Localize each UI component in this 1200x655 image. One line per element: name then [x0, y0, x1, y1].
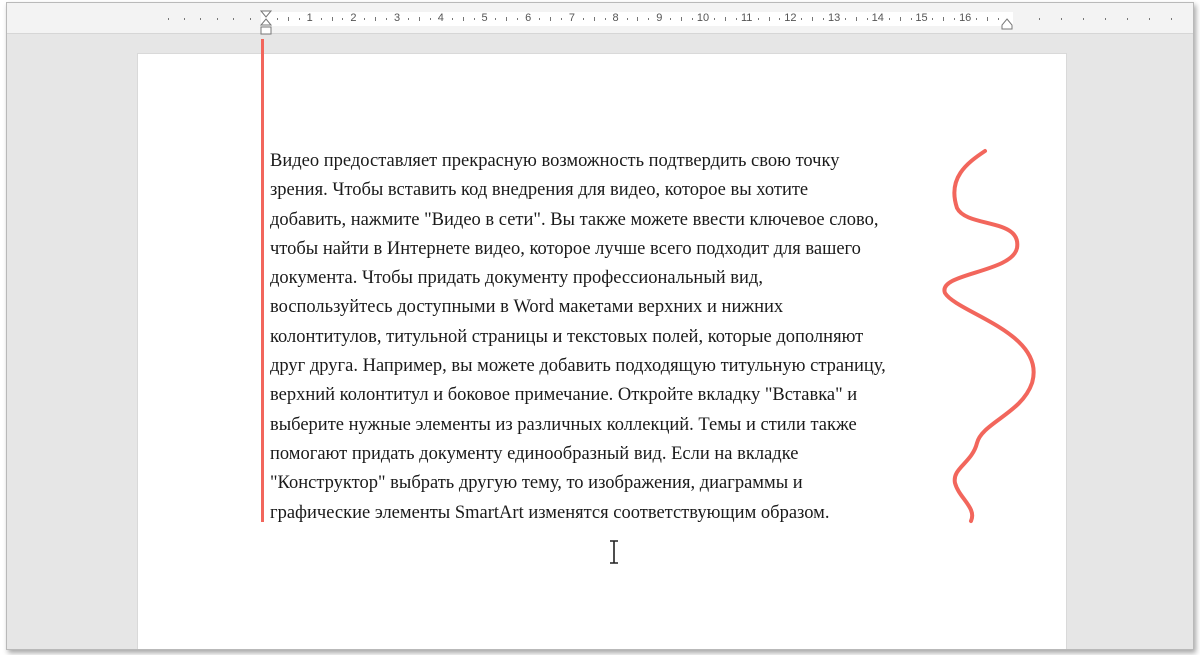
- ruler-dot: [474, 18, 475, 20]
- ruler-dot: [184, 18, 185, 20]
- text-line: верхний колонтитул и боковое примечание. Откройте вкладку "Вставка" и: [270, 385, 858, 406]
- ruler-dot: [627, 18, 628, 20]
- ruler-tick: [637, 17, 638, 21]
- ruler-tick: [288, 17, 289, 21]
- left-edge-highlight-line: [261, 39, 264, 522]
- text-line: документа. Чтобы придать документу профессиональный вид,: [270, 268, 763, 289]
- text-line: чтобы найти в Интернете видео, которое лучше всего подходит для вашего: [270, 238, 861, 259]
- ruler-number: 12: [784, 12, 797, 24]
- text-line: графические элементы SmartArt изменятся соответствующим образом.: [270, 502, 830, 523]
- ruler-dot: [1127, 18, 1128, 20]
- ruler-dot: [714, 18, 715, 20]
- ruler-dot: [452, 18, 453, 20]
- ruler-dot: [386, 18, 387, 20]
- ruler-number: 3: [394, 12, 401, 24]
- ruler-dot: [277, 18, 278, 20]
- ruler-dot: [889, 18, 890, 20]
- ruler-number: 10: [696, 12, 710, 24]
- text-line: добавить, нажмите "Видео в сети". Вы также можете ввести ключевое слово,: [270, 209, 879, 230]
- ruler-tick: [769, 17, 770, 21]
- ruler-dot: [1061, 18, 1062, 20]
- ruler-tick: [506, 17, 507, 21]
- left-indent-marker[interactable]: [259, 9, 273, 37]
- ruler-dot: [670, 18, 671, 20]
- ibeam-cursor-icon: [607, 539, 621, 565]
- document-body-text[interactable]: [270, 147, 1030, 528]
- ruler-number: 1: [306, 12, 313, 24]
- ruler-dot: [954, 18, 955, 20]
- ruler-tick: [812, 17, 813, 21]
- ruler-tick: [900, 17, 901, 21]
- ruler-number: 9: [656, 12, 663, 24]
- ruler-tick: [419, 17, 420, 21]
- ruler-dot: [233, 18, 234, 20]
- ruler-tick: [725, 17, 726, 21]
- ruler-number: 16: [959, 12, 972, 24]
- ruler-dot: [1083, 18, 1084, 20]
- ruler-dot: [168, 18, 169, 20]
- ruler-dot: [823, 18, 824, 20]
- ruler-dot: [200, 18, 201, 20]
- ruler-dot: [342, 18, 343, 20]
- text-line: помогают придать документу единообразный вид. Если на вкладке: [270, 443, 799, 464]
- ruler-tick: [681, 17, 682, 21]
- text-line: "Конструктор" выбрать другую тему, то изображения, диаграммы и: [270, 473, 803, 494]
- ruler-number: 5: [481, 12, 488, 24]
- ruler-dot: [845, 18, 846, 20]
- ruler-tick: [375, 17, 376, 21]
- ruler-number: 13: [827, 12, 841, 24]
- ruler-tick: [550, 17, 551, 21]
- ruler-dot: [867, 18, 868, 20]
- ruler-dot: [495, 18, 496, 20]
- ruler-tick: [463, 17, 464, 21]
- ruler-dot: [736, 18, 737, 20]
- ruler-dot: [561, 18, 562, 20]
- ruler-dot: [517, 18, 518, 20]
- text-line: колонтитулов, титульной страницы и текстовых полей, которые дополняют: [270, 326, 864, 347]
- ruler-dot: [539, 18, 540, 20]
- ruler-dot: [779, 18, 780, 20]
- text-line: выберите нужные элементы из различных коллекций. Темы и стили также: [270, 414, 857, 435]
- ruler-dot: [911, 18, 912, 20]
- text-line: друг друга. Например, вы можете добавить подходящую титульную страницу,: [270, 356, 886, 377]
- ruler-number: 6: [525, 12, 532, 24]
- ruler-dot: [1105, 18, 1106, 20]
- ruler-dot: [364, 18, 365, 20]
- ruler-dot: [648, 18, 649, 20]
- ruler-tick: [943, 17, 944, 21]
- ruler-dot: [583, 18, 584, 20]
- ruler-dot: [605, 18, 606, 20]
- ruler-dot: [321, 18, 322, 20]
- horizontal-ruler[interactable]: [7, 3, 1193, 34]
- ruler-dot: [299, 18, 300, 20]
- ruler-dot: [1171, 18, 1172, 20]
- ruler-dot: [430, 18, 431, 20]
- ruler-number: 7: [568, 12, 575, 24]
- ruler-dot: [250, 18, 251, 20]
- ruler-dot: [932, 18, 933, 20]
- ruler-dot: [1039, 18, 1040, 20]
- ruler-dot: [217, 18, 218, 20]
- ruler-tick: [332, 17, 333, 21]
- ruler-dot: [1149, 18, 1150, 20]
- ruler-number: 4: [437, 12, 444, 24]
- ruler-number: 15: [915, 12, 928, 24]
- ruler-dot: [998, 18, 999, 20]
- text-line: воспользуйтесь доступными в Word макетами верхних и нижних: [270, 297, 784, 318]
- ruler-number: 11: [740, 12, 753, 24]
- ruler-number: 14: [871, 12, 884, 24]
- word-window-frame: [6, 2, 1194, 650]
- ruler-number: 8: [612, 12, 619, 24]
- text-line: зрения. Чтобы вставить код внедрения для видео, которое вы хотите: [270, 180, 809, 201]
- right-indent-marker[interactable]: [1000, 17, 1014, 31]
- ragged-edge-wave-annotation: [927, 133, 1057, 533]
- text-line: Видео предоставляет прекрасную возможность подтвердить свою точку: [270, 151, 840, 171]
- ruler-tick: [987, 17, 988, 21]
- ruler-dot: [758, 18, 759, 20]
- ruler-tick: [856, 17, 857, 21]
- ruler-dot: [692, 18, 693, 20]
- ruler-number: 2: [350, 12, 357, 24]
- ruler-tick: [594, 17, 595, 21]
- ruler-dot: [408, 18, 409, 20]
- ruler-dot: [976, 18, 977, 20]
- ruler-dot: [801, 18, 802, 20]
